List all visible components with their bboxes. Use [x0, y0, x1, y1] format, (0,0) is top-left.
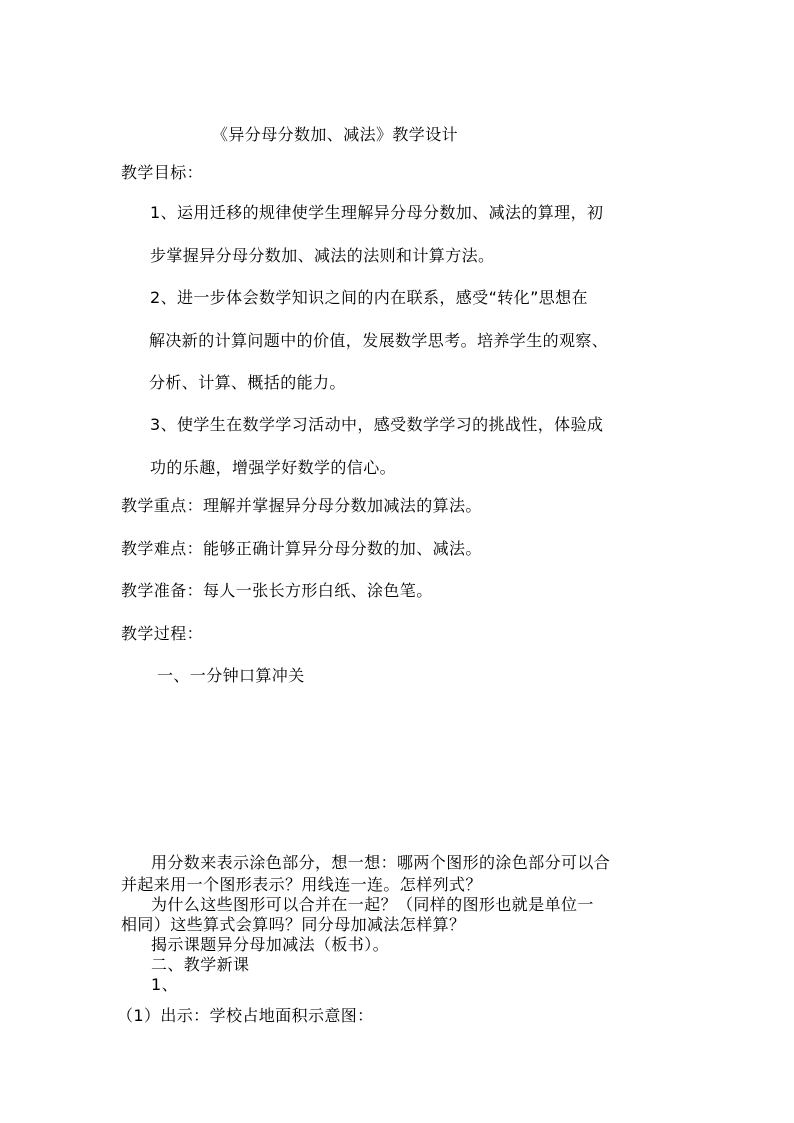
objective-3-line-1: 3、使学生在数学学习活动中，感受数学学习的挑战性，体验成	[150, 415, 604, 434]
objective-2-line-2: 解决新的计算问题中的价值，发展数学思考。培养学生的观察、	[149, 331, 609, 350]
objective-2-line-1: 2、进一步体会数学知识之间的内在联系，感受“转化”思想在	[150, 288, 588, 307]
document-title: 《异分母分数加、减法》教学设计	[212, 125, 459, 144]
paragraph-3: 揭示课题异分母加减法（板书）。	[151, 935, 390, 954]
paragraph-2-line-2: 相同）这些算式会算吗？同分母加减法怎样算？	[121, 915, 466, 934]
paragraph-1-line-1: 用分数来表示涂色部分，想一想：哪两个图形的涂色部分可以合	[151, 853, 611, 872]
objective-2-line-3: 分析、计算、概括的能力。	[149, 373, 346, 392]
objective-3-line-2: 功的乐趣，增强学好数学的信心。	[150, 458, 397, 477]
key-point: 教学重点：理解并掌握异分母分数加减法的算法。	[121, 496, 482, 515]
difficult-point: 教学难点：能够正确计算异分母分数的加、减法。	[121, 539, 482, 558]
section-one-heading: 一、一分钟口算冲关	[157, 666, 305, 685]
process-heading: 教学过程：	[121, 624, 204, 643]
section-two-heading: 二、教学新课	[151, 955, 250, 974]
subitem-1: （1）出示：学校占地面积示意图：	[117, 1006, 374, 1025]
objectives-heading: 教学目标：	[121, 163, 204, 182]
item-1: 1、	[151, 975, 178, 994]
preparation: 教学准备：每人一张长方形白纸、涂色笔。	[121, 581, 433, 600]
paragraph-2-line-1: 为什么这些图形可以合并在一起？（同样的图形也就是单位一	[151, 895, 594, 914]
objective-1-line-1: 1、运用迁移的规律使学生理解异分母分数加、减法的算理，初	[150, 203, 604, 222]
paragraph-1-line-2: 并起来用一个图形表示？用线连一连。怎样列式？	[121, 875, 482, 894]
objective-1-line-2: 步掌握异分母分数加、减法的法则和计算方法。	[150, 246, 495, 265]
